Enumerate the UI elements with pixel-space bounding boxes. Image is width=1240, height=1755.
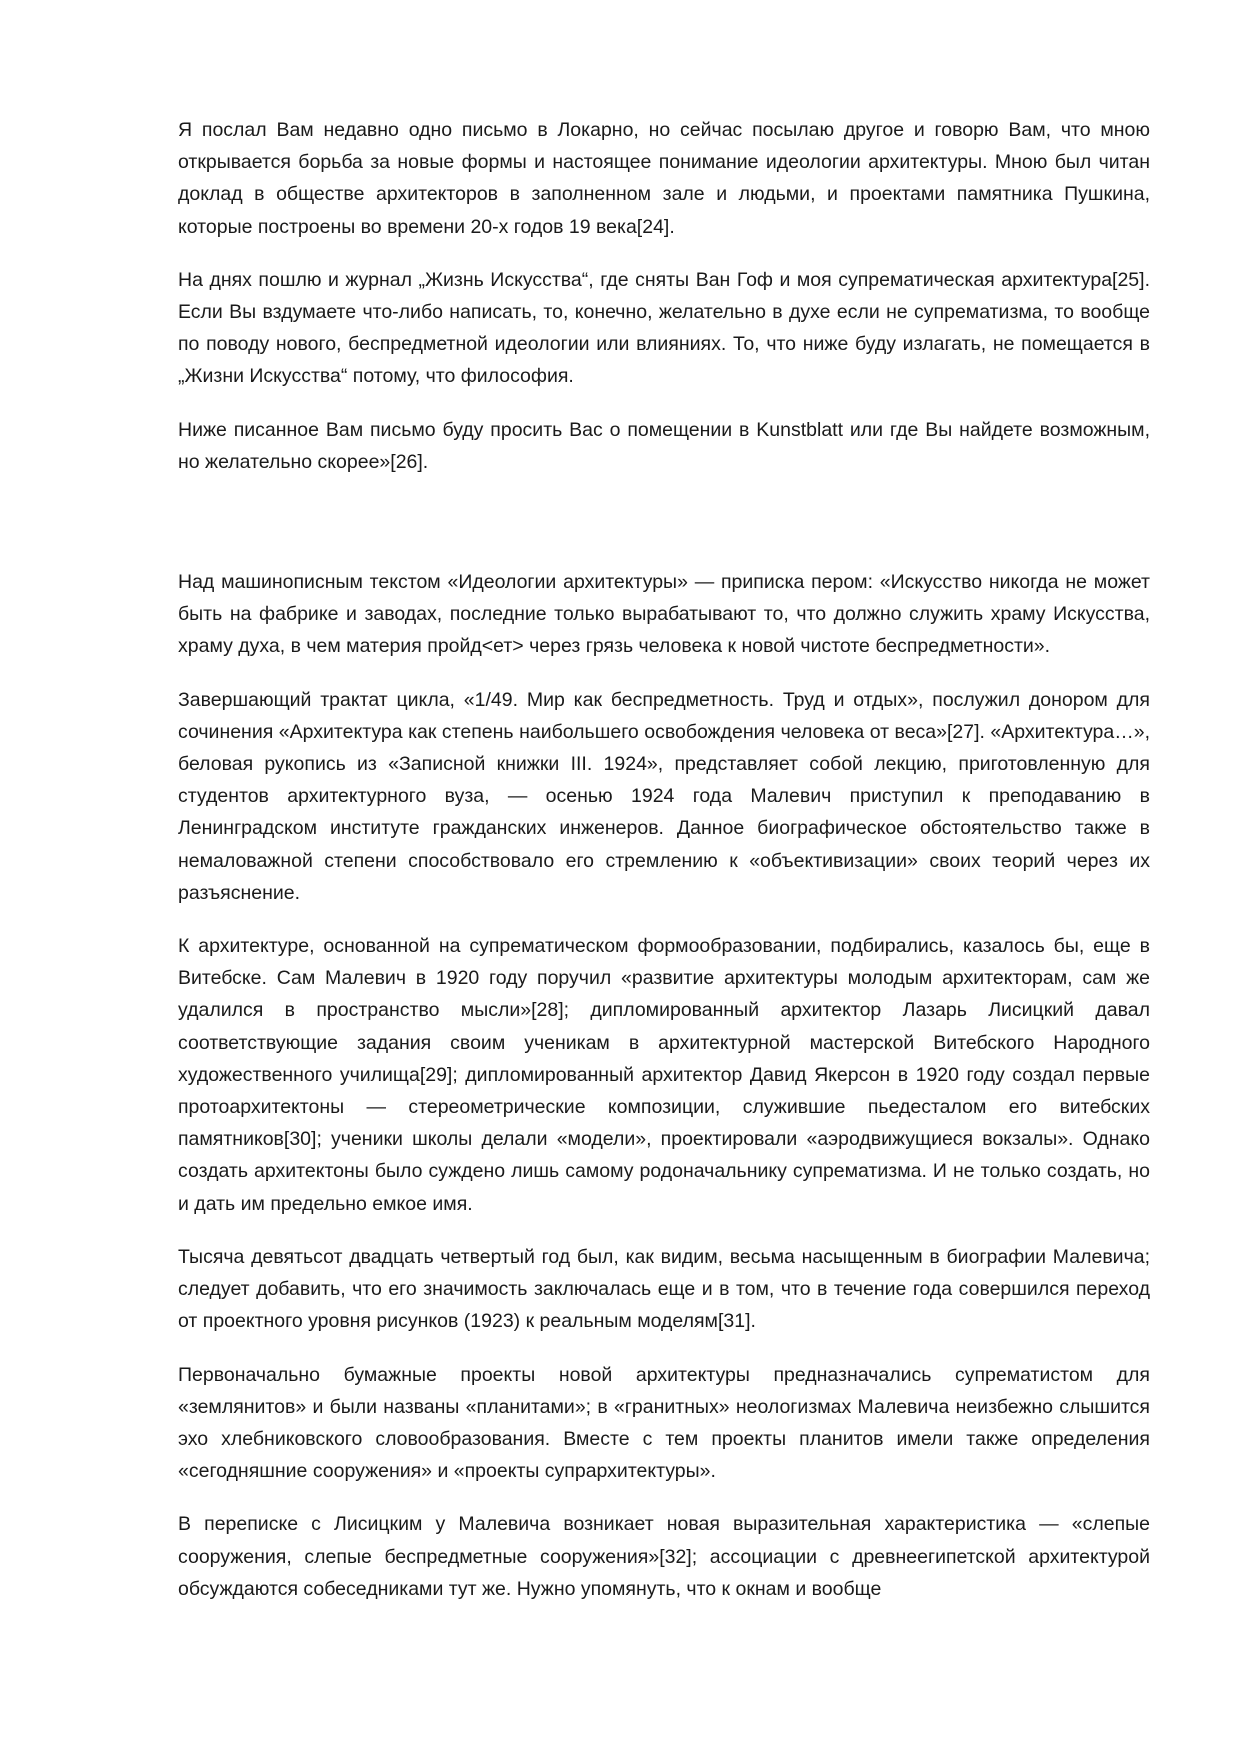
letter-section bbox=[178, 114, 1150, 478]
essay-section bbox=[178, 566, 1150, 1605]
essay-paragraph-2: Завершающий трактат цикла, «1/49. Мир как беспредметность. Труд и отдых», послужил донором для сочинения «Архитектура как степень наибольшего освобождения человека от веса»[27]. «Архитектура…», беловая рукопись из «Записной книжки III. 1924», представляет собой лекцию, приготовленную для студентов архитектурного вуза, — осенью 1924 года Малевич приступил к преподаванию в Ленинградском институте гражданских инженеров. Данное биографическое обстоятельство также в немаловажной степени способствовало его стремлению к «объективизации» своих теорий через их разъяснение. bbox=[178, 688, 1150, 904]
letter-paragraph-3: Ниже писанное Вам письмо буду просить Вас о помещении в Kunstblatt или где Вы найдете возможным, но желательно скорее»[26]. bbox=[178, 418, 1150, 473]
essay-paragraph-1: Над машинописным текстом «Идеологии архитектуры» — приписка пером: «Искусство никогда не может быть на фабрике и заводах, последние только вырабатывают то, что должно служить храму Искусства, храму духа, в чем материя пройд<ет> через грязь человека к новой чистоте беспредметности». bbox=[178, 571, 1150, 658]
letter-paragraph-2: На днях пошлю и журнал „Жизнь Искусства“, где сняты Ван Гоф и моя супрематическая архитектура[25]. Если Вы вздумаете что-либо написать, то, конечно, желательно в духе если не супрематизма, то вообще по поводу нового, беспредметной идеологии или влияниях. То, что ниже буду излагать, не помещается в „Жизни Искусства“ потому, что философия. bbox=[178, 268, 1150, 388]
letter-paragraph-1: Я послал Вам недавно одно письмо в Локарно, но сейчас посылаю другое и говорю Вам, что мною открывается борьба за новые формы и настоящее понимание идеологии архитектуры. Мною был читан доклад в обществе архитекторов в заполненном зале и людьми, и проектами памятника Пушкина, которые построены во времени 20-х годов 19 века[24]. bbox=[178, 119, 1150, 238]
essay-paragraph-3: К архитектуре, основанной на супрематическом формообразовании, подбирались, казалось бы, еще в Витебске. Сам Малевич в 1920 году поручил «развитие архитектуры молодым архитекторам, сам же удалился в пространство мысли»[28]; дипломированный архитектор Лазарь Лисицкий давал соответствующие задания своим ученикам в архитектурной мастерской Витебского Народного художественного училища[29]; дипломированный архитектор Давид Якерсон в 1920 году создал первые протоархитектоны — стереометрические композиции, служившие пьедесталом его витебских памятников[30]; ученики школы делали «модели», проектировали «аэродвижущиеся вокзалы». Однако создать архитектоны было суждено лишь самому родоначальнику супрематизма. И не только создать, но и дать им предельно емкое имя. bbox=[178, 935, 1150, 1215]
essay-paragraph-6: В переписке с Лисицким у Малевича возникает новая выразительная характеристика — «слепые сооружения, слепые беспредметные сооружения»[32]; ассоциации с древнеегипетской архитектурой обсуждаются собеседниками тут же. Нужно упомянуть, что к окнам и вообще bbox=[178, 1513, 1150, 1600]
essay-paragraph-5: Первоначально бумажные проекты новой архитектуры предназначались супрематистом для «землянитов» и были названы «планитами»; в «гранитных» неологизмах Малевича неизбежно слышится эхо хлебниковского словообразования. Вместе с тем проекты планитов имели также определения «сегодняшние сооружения» и «проекты супрархитектуры». bbox=[178, 1363, 1150, 1483]
section-gap bbox=[178, 499, 1150, 566]
essay-paragraph-4: Тысяча девятьсот двадцать четвертый год был, как видим, весьма насыщенным в биографии Малевича; следует добавить, что его значимость заключалась еще и в том, что в течение года совершился переход от проектного уровня рисунков (1923) к реальным моделям[31]. bbox=[178, 1245, 1150, 1333]
